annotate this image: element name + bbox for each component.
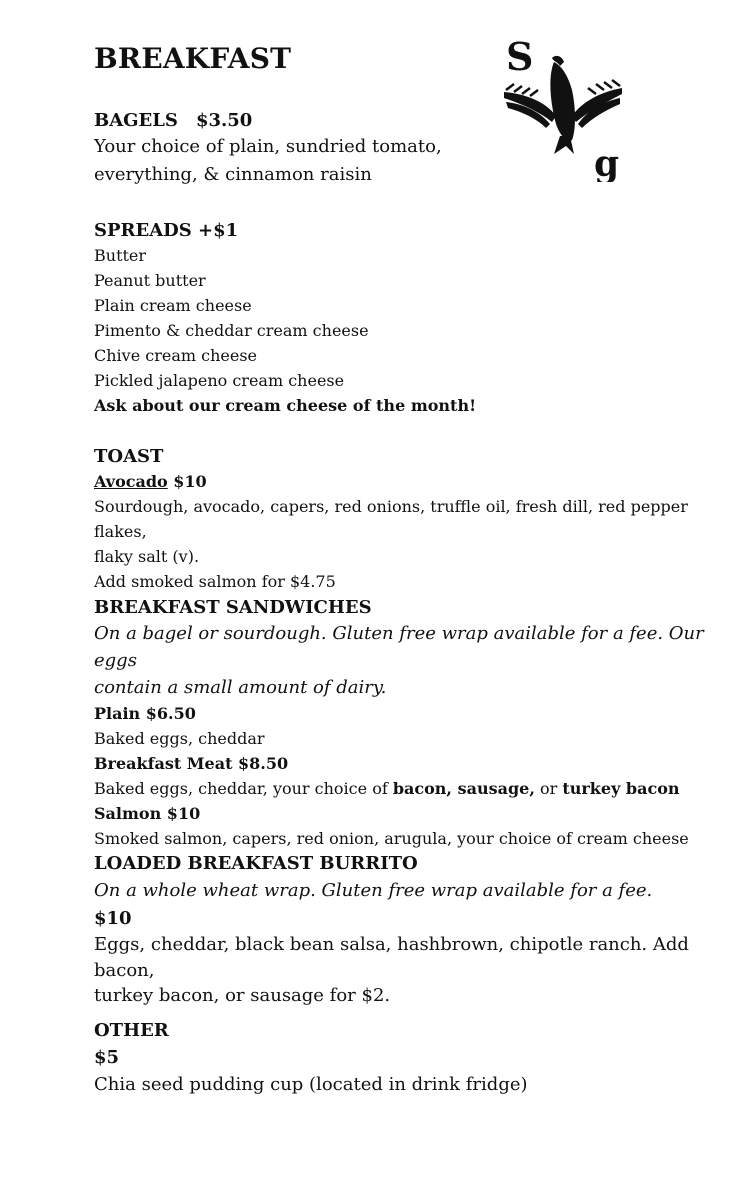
plain-sandwich-description: Baked eggs, cheddar: [94, 729, 265, 748]
toast-item-price: $10: [173, 472, 207, 491]
toast-description-line-1: Sourdough, avocado, capers, red onions, truffle oil, fresh dill, red pepper flakes,: [94, 497, 688, 541]
meat-sandwich-name: Breakfast Meat $8.50: [94, 754, 289, 773]
toast-item-name: Avocado: [94, 472, 168, 491]
salmon-sandwich-name: Salmon $10: [94, 804, 201, 823]
spread-item: Butter: [94, 246, 147, 265]
logo-letter-s: S: [506, 34, 534, 79]
burrito-note: On a whole wheat wrap. Gluten free wrap available for a fee.: [94, 880, 653, 901]
page-title: BREAKFAST: [94, 42, 292, 75]
bagels-heading: [94, 108, 734, 133]
meat-desc-bold: bacon, sausage,: [392, 779, 535, 798]
sandwiches-section: [94, 595, 734, 851]
meat-desc-part: Baked eggs, cheddar, your choice of: [94, 779, 393, 798]
spreads-section: [94, 218, 734, 418]
bagels-title: BAGELS: [94, 110, 178, 131]
burrito-section: [94, 851, 734, 1008]
spread-item: Pimento & cheddar cream cheese: [94, 321, 369, 340]
toast-item-heading: [94, 469, 734, 494]
spread-item: Chive cream cheese: [94, 346, 258, 365]
burrito-price: $10: [94, 908, 132, 929]
spreads-heading: SPREADS +$1: [94, 220, 239, 241]
toast-section: [94, 444, 734, 594]
other-heading: OTHER: [94, 1020, 169, 1041]
meat-sandwich-description: [94, 776, 734, 801]
spreads-note: Ask about our cream cheese of the month!: [94, 396, 477, 415]
burrito-heading: LOADED BREAKFAST BURRITO: [94, 853, 418, 874]
spread-item: Peanut butter: [94, 271, 206, 290]
other-description: Chia seed pudding cup (located in drink fridge): [94, 1074, 528, 1095]
sandwiches-heading: BREAKFAST SANDWICHES: [94, 597, 372, 618]
other-section: [94, 1017, 734, 1099]
toast-addon: Add smoked salmon for $4.75: [94, 572, 336, 591]
toast-description-line-2: flaky salt (v).: [94, 547, 200, 566]
spread-item: Plain cream cheese: [94, 296, 252, 315]
bagels-price: $3.50: [195, 110, 253, 131]
burrito-description-line-2: turkey bacon, or sausage for $2.: [94, 985, 391, 1006]
logo-letter-g: g: [594, 143, 620, 182]
toast-heading: TOAST: [94, 446, 164, 467]
bagels-description-line-1: Your choice of plain, sundried tomato,: [94, 136, 442, 157]
sandwiches-note-line-2: contain a small amount of dairy.: [94, 677, 387, 698]
meat-desc-part: or: [534, 779, 563, 798]
spread-item: Pickled jalapeno cream cheese: [94, 371, 345, 390]
burrito-description-line-1: Eggs, cheddar, black bean salsa, hashbrown, chipotle ranch. Add bacon,: [94, 934, 689, 981]
plain-sandwich-name: Plain $6.50: [94, 704, 196, 723]
other-price: $5: [94, 1047, 120, 1068]
salmon-sandwich-description: Smoked salmon, capers, red onion, arugula, your choice of cream cheese: [94, 829, 689, 848]
meat-desc-bold: turkey bacon: [562, 779, 680, 798]
bagels-description-line-2: everything, & cinnamon raisin: [94, 164, 372, 185]
bagels-section: [94, 108, 734, 189]
sandwiches-note-line-1: On a bagel or sourdough. Gluten free wrap available for a fee. Our eggs: [94, 623, 704, 671]
